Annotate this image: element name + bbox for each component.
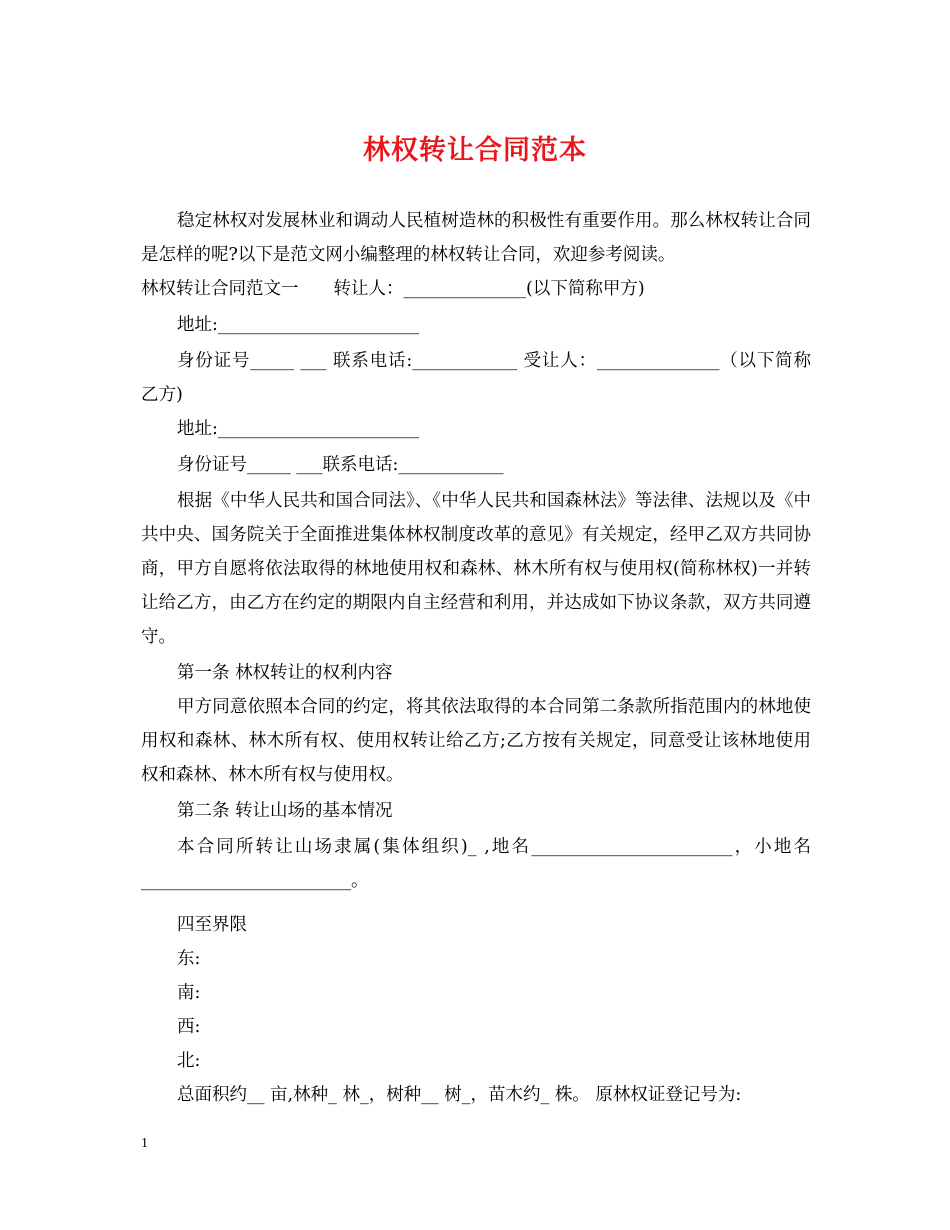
intro-paragraph: 稳定林权对发展林业和调动人民植树造林的积极性有重要作用。那么林权转让合同是怎样的呢?以下是范文网小编整理的林权转让合同，欢迎参考阅读。 — [141, 211, 811, 265]
area-details-line: 总面积约__ 亩,林种_ 林_，树种__ 树_，苗木约_ 株。 原林权证登记号为: — [177, 1085, 742, 1105]
article-two-heading: 第二条 转让山场的基本情况 — [177, 801, 393, 821]
document-body — [141, 204, 811, 1112]
basis-paragraph: 根据《中华人民共和国合同法》、《中华人民共和国森林法》等法律、法规以及《中共中央、国务院关于全面推进集体林权制度改革的意见》有关规定，经甲乙双方共同协商，甲方自愿将依法取得的林地使用权和森林、林木所有权与使用权(简称林权)一并转让给乙方，由乙方在约定的期限内自主经营和利用，并达成如下协议条款，双方共同遵守。 — [141, 491, 811, 647]
transferor-id-phone-transferee-line: 身份证号_____ ___ 联系电话:____________ 受让人：______________（以下简称乙方) — [141, 351, 811, 405]
boundary-east: 东: — [177, 949, 201, 969]
transferor-address-line: 地址:_______________________ — [177, 315, 420, 335]
boundaries-heading: 四至界限 — [177, 915, 247, 935]
boundary-west: 西: — [177, 1017, 201, 1037]
document-title: 林权转让合同范本 — [363, 135, 587, 166]
transferee-id-phone-line: 身份证号_____ ___联系电话:____________ — [177, 455, 504, 475]
article-two-paragraph: 本合同所转让山场隶属(集体组织)_ ,地名_______________________，小地名________________________。 — [141, 837, 811, 891]
transferee-address-line: 地址:_______________________ — [177, 419, 420, 439]
article-one-paragraph: 甲方同意依照本合同的约定，将其依法取得的本合同第二条款所指范围内的林地使用权和森林、林木所有权、使用权转让给乙方;乙方按有关规定，同意受让该林地使用权和森林、林木所有权与使用权。 — [141, 697, 811, 785]
article-one-heading: 第一条 林权转让的权利内容 — [177, 663, 393, 683]
boundary-north: 北: — [177, 1051, 201, 1071]
page-number: 1 — [141, 1136, 148, 1151]
boundary-south: 南: — [177, 983, 201, 1003]
transferor-line: 林权转让合同范文一 转让人：______________(以下简称甲方) — [141, 279, 645, 299]
